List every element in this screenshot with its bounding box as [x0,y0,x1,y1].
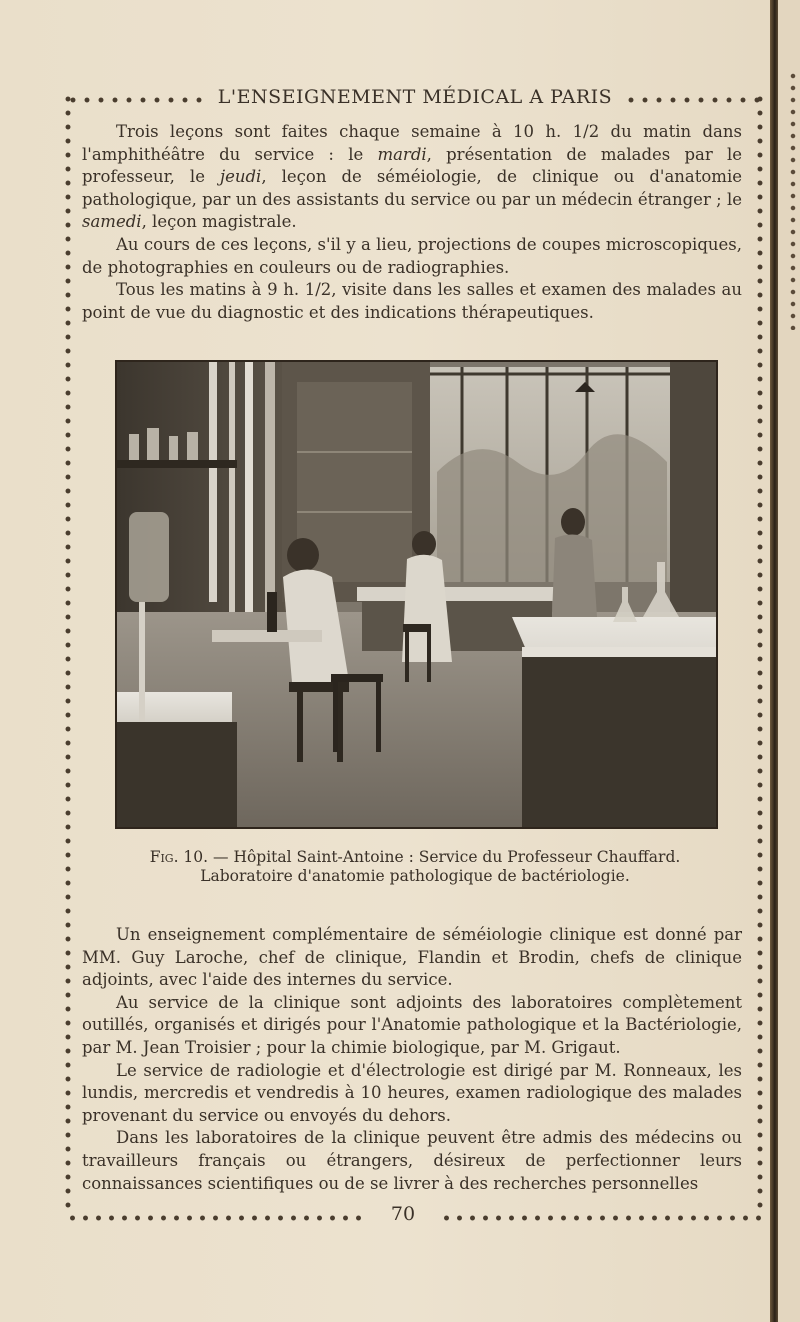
running-head: L'ENSEIGNEMENT MÉDICAL A PARIS [217,86,613,108]
ornamental-border-bottom-left [66,1213,364,1223]
paragraph [82,121,742,234]
figure-label: Fig. 10. [149,848,209,866]
laboratory-photograph [115,360,718,829]
top-text-block [82,121,742,324]
ornamental-border-top-left [66,95,208,105]
ornamental-border-left [63,92,73,1214]
caption-text: — Hôpital Saint-Antoine : Service du Professeur Chauffard. [208,848,681,866]
italic-word: mardi [377,144,427,164]
book-spine [770,0,778,1322]
italic-word: jeudi [219,167,262,187]
text-run: , leçon magistrale. [141,212,297,232]
ornamental-border-bottom-right [440,1213,764,1223]
facing-page-ornament [788,70,798,330]
bottom-text-block [82,924,742,1195]
paragraph: Au cours de ces leçons, s'il y a lieu, projections de coupes microscopiques, de photographies en couleurs ou de radiographies. [82,234,742,277]
ornamental-border-right [755,92,765,1214]
paragraph: Tous les matins à 9 h. 1/2, visite dans les salles et examen des malades au point de vue du diagnostic et des indications thérapeutiques. [82,280,742,322]
caption-line-1 [100,848,730,867]
text-run: , présentation de malades par le professeur, le [82,144,742,187]
text-run: , leçon de séméiologie, de clinique ou d'anatomie pathologique, par un des assistants du service ou par un médecin étranger ; le [82,167,742,209]
caption-line-2: Laboratoire d'anatomie pathologique de bactériologie. [200,867,630,885]
paragraph: Au service de la clinique sont adjoints des laboratoires complètement outillés, organisés et dirigés pour l'Anatomie pathologique et la Bactériologie, par M. Jean Troisier ; pour la chimie biologique, par M. Grigaut. [82,992,742,1057]
figure-caption [100,848,730,886]
paragraph: Le service de radiologie et d'électrologie est dirigé par M. Ronneaux, les lundis, mercredis et vendredis à 10 heures, examen radiologique des malades provenant du service ou envoyés du dehors. [82,1060,742,1125]
text-run: Trois leçons sont faites chaque semaine à 10 h. 1/2 du matin dans l'amphithéâtre du service : le [82,122,742,164]
paragraph: Un enseignement complémentaire de séméiologie clinique est donné par MM. Guy Laroche, chef de clinique, Flandin et Brodin, chefs de clinique adjoints, avec l'aide des internes du service. [82,925,742,990]
ornamental-border-top-right [624,95,764,105]
page-number: 70 [390,1203,416,1225]
photo-illustration [117,362,716,827]
paragraph: Dans les laboratoires de la clinique peuvent être admis des médecins ou travailleurs français ou étrangers, désireux de perfectionner leurs connaissances scientifiques ou de se livrer à des recherches personnelles [82,1128,742,1193]
italic-word: samedi [82,212,142,232]
